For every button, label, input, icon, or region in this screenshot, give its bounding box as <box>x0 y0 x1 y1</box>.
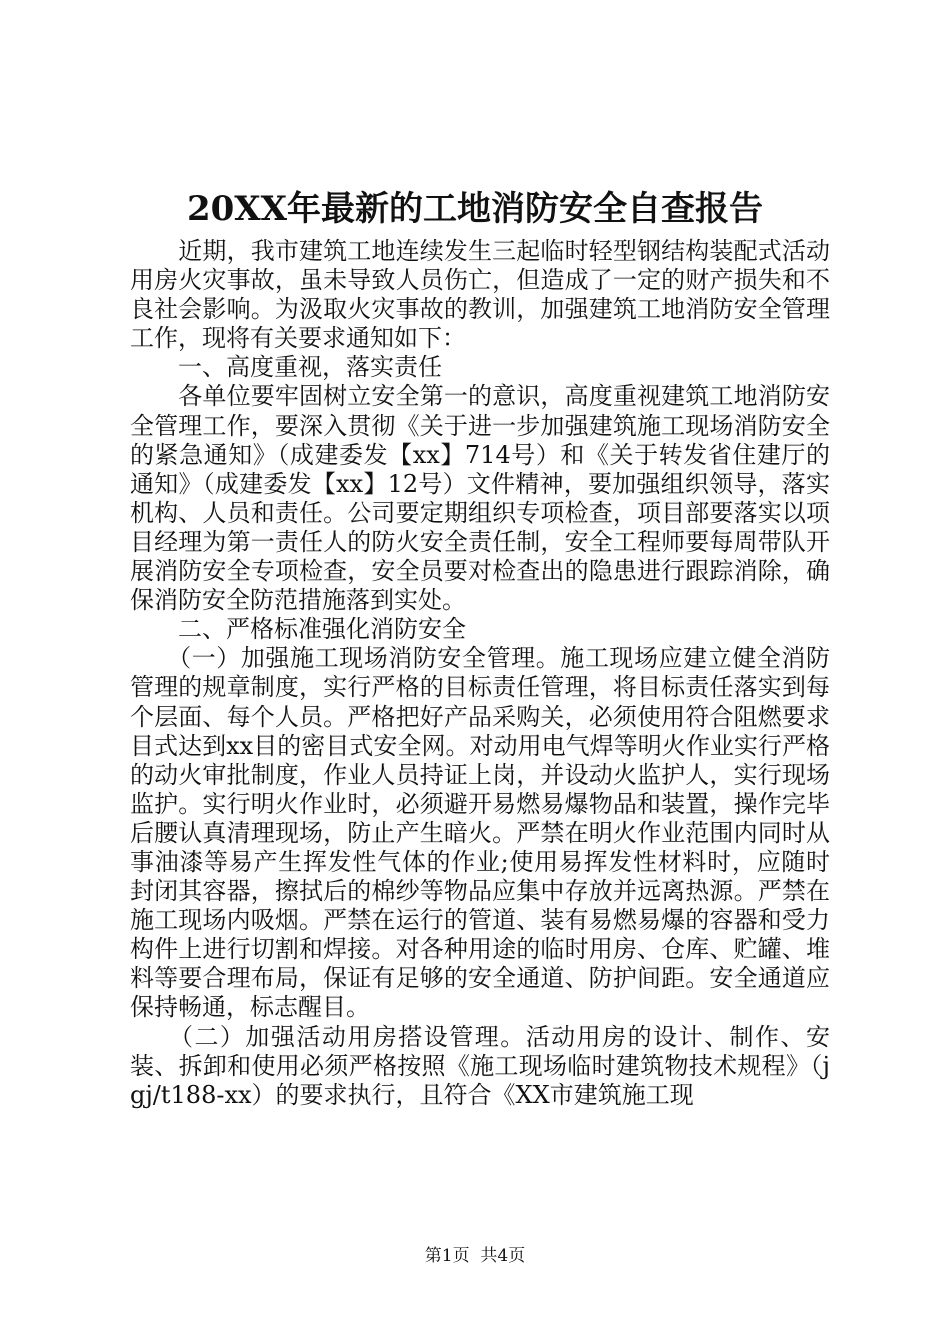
page-number-footer: 第1页 共4页 <box>424 1246 526 1266</box>
document-title: 20XX年最新的工地消防安全自查报告 <box>186 189 764 229</box>
paragraph-subsection-1: （一）加强施工现场消防安全管理。施工现场应建立健全消防管理的规章制度，实行严格的目标责任管理，将目标责任落实到每个层面、每个人员。严格把好产品采购关，必须使用符合阻燃要求目式达到xx目的密目式安全网。对动用电气焊等明火作业实行严格的动火审批制度，作业人员持证上岗，并设动火监护人，实行现场监护。实行明火作业时，必须避开易燃易爆物品和装置，操作完毕后腰认真清理现场，防止产生暗火。严禁在明火作业范围内同时从事油漆等易产生挥发性气体的作业;使用易挥发性材料时，应随时封闭其容器，擦拭后的棉纱等物品应集中存放并远离热源。严禁在施工现场内吸烟。严禁在运行的管道、装有易燃易爆的容器和受力构件上进行切割和焊接。对各种用途的临时用房、仓库、贮罐、堆料等要合理布局，保证有足够的安全通道、防护间距。安全通道应保持畅通，标志醒目。 <box>130 644 830 1022</box>
paragraph-subsection-2: （二）加强活动用房搭设管理。活动用房的设计、制作、安装、拆卸和使用必须严格按照《施工现场临时建筑物技术规程》（jgj/t188-xx）的要求执行，且符合《XX市建筑施工现 <box>130 1022 830 1109</box>
paragraph-section-1: 各单位要牢固树立安全第一的意识，高度重视建筑工地消防安全管理工作，要深入贯彻《关于进一步加强建筑施工现场消防安全的紧急通知》（成建委发【xx】714号）和《关于转发省住建厅的通知》（成建委发【xx】12号）文件精神，要加强组织领导，落实机构、人员和责任。公司要定期组织专项检查，项目部要落实以项目经理为第一责任人的防火安全责任制，安全工程师要每周带队开展消防安全专项检查，安全员要对检查出的隐患进行跟踪消除，确保消防安全防范措施落到实处。 <box>130 382 830 615</box>
section-heading-1: 一、高度重视，落实责任 <box>130 353 442 382</box>
section-heading-2: 二、严格标准强化消防安全 <box>130 615 466 644</box>
document-body <box>130 237 830 1110</box>
paragraph-intro: 近期，我市建筑工地连续发生三起临时轻型钢结构装配式活动用房火灾事故，虽未导致人员伤亡，但造成了一定的财产损失和不良社会影响。为汲取火灾事故的教训，加强建筑工地消防安全管理工作，现将有关要求通知如下： <box>130 237 830 353</box>
